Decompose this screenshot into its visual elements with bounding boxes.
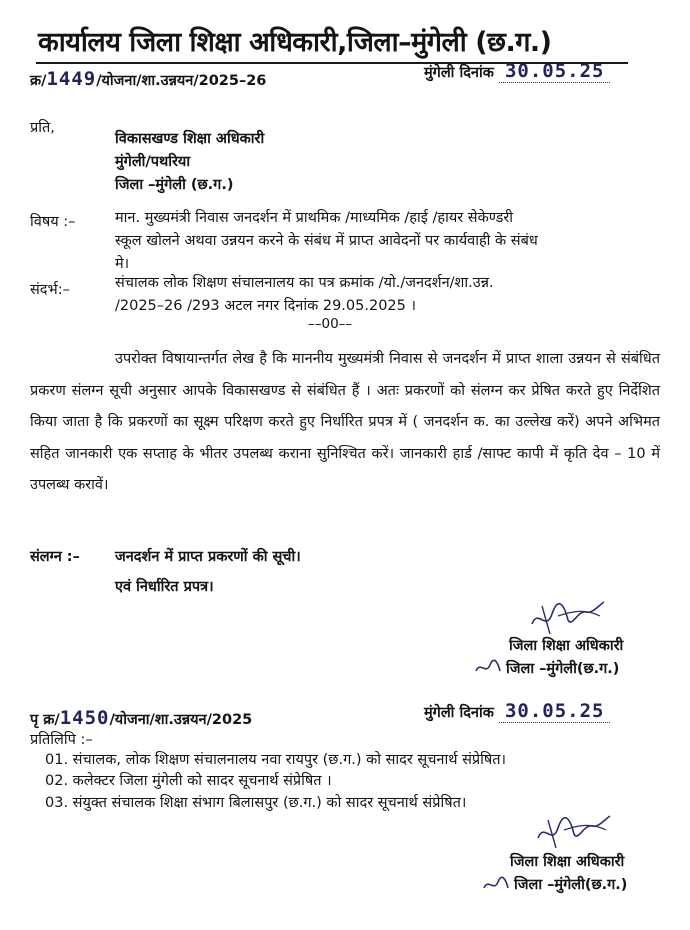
reference-label: संदर्भ:– bbox=[30, 282, 70, 298]
letter-ref-line bbox=[30, 68, 266, 90]
reference-line-1: संचालक लोक शिक्षण संचालनालय का पत्र क्रमांक /यो./जनदर्शन/शा.उन्न. bbox=[115, 275, 494, 291]
copy-ref-suffix: /योजना/शा.उन्नयन/2025 bbox=[109, 712, 253, 728]
subject-line-3: मे। bbox=[115, 256, 130, 272]
ref-prefix: क्र/ bbox=[30, 73, 47, 89]
enclosure-label: संलग्न :– bbox=[30, 549, 80, 565]
separator: ––00–– bbox=[308, 316, 353, 332]
copy-item-2: 02. कलेक्टर जिला मुंगेली को सादर सूचनार्थ संप्रेषित । bbox=[45, 773, 332, 789]
signature-1-place: जिला –मुंगेली(छ.ग.) bbox=[506, 661, 620, 677]
signature-2-place: जिला –मुंगेली(छ.ग.) bbox=[514, 877, 628, 893]
signature-1-scribble bbox=[528, 598, 608, 638]
subject-label: विषय :– bbox=[30, 214, 76, 230]
subject-line-2: स्कूल खोलने अथवा उन्नयन करने के संबंध में प्राप्त आवेदनों पर कार्यवाही के संबंध bbox=[115, 233, 538, 249]
copy-ref-prefix: पृ क्र/ bbox=[30, 712, 60, 728]
copy-ref-number-handwritten: 1450 bbox=[59, 707, 110, 729]
reference-line-2: /2025–26 /293 अटल नगर दिनांक 29.05.2025 । bbox=[115, 298, 416, 314]
place-date-label: मुंगेली दिनांक bbox=[424, 65, 494, 81]
body-paragraph: उपरोक्त विषायान्तर्गत लेख है कि माननीय मुख्यमंत्री निवास से जनदर्शन में प्राप्त शाला उन्नयन से संबंधित प्रकरण संलग्न सूची अनुसार आपके विकासखण्ड से संबंधित हैं । अतः प्रकरणों को संलग्न कर प्रेषित करते हुए निर्देशित किया जाता है कि प्रकरणों का सूक्ष्म परिक्षण करते हुए निर्धारित प्रपत्र में ( जनदर्शन क. का उल्लेख करें) अपने अभिमत सहित जानकारी एक सप्ताह के भीतर उपलब्ध कराना सुनिश्चित करें। जानकारी हार्ड /साफ्ट कापी में कृति देव – 10 में उपलब्ध करावें। bbox=[30, 351, 660, 493]
copy-ref-line bbox=[30, 707, 252, 729]
enclosure-line-2: एवं निर्धारित प्रपत्र। bbox=[115, 579, 214, 595]
ref-suffix: /योजना/शा.उन्नयन/2025–26 bbox=[96, 73, 267, 89]
copy-item-3: 03. संयुक्त संचालक शिक्षा संभाग बिलासपुर (छ.ग.) को सादर सूचनार्थ संप्रेषित। bbox=[45, 795, 467, 811]
signature-2-scribble bbox=[534, 812, 614, 852]
copy-date-handwritten: 30.05.25 bbox=[499, 700, 611, 723]
recipient-line-1: विकासखण्ड शिक्षा अधिकारी bbox=[115, 131, 265, 147]
recipient-line-2: मुंगेली/पथरिया bbox=[115, 154, 191, 170]
recipient-line-3: जिला –मुंगेली (छ.ग.) bbox=[115, 177, 234, 193]
copy-date-line bbox=[424, 700, 610, 722]
office-title: कार्यालय जिला शिक्षा अधिकारी,जिला–मुंगेली (छ.ग.) bbox=[38, 27, 552, 58]
letter-date-line bbox=[424, 60, 610, 82]
signature-1-stamp-initial-icon bbox=[474, 659, 502, 681]
signature-2-stamp-initial-icon bbox=[482, 876, 510, 898]
to-label: प्रति, bbox=[30, 120, 55, 136]
copy-place-date-label: मुंगेली दिनांक bbox=[424, 705, 494, 721]
signature-2-title: जिला शिक्षा अधिकारी bbox=[510, 854, 625, 870]
enclosure-line-1: जनदर्शन में प्राप्त प्रकरणों की सूची। bbox=[115, 549, 301, 565]
copy-item-1: 01. संचालक, लोक शिक्षण संचालनालय नवा रायपुर (छ.ग.) को सादर सूचनार्थ संप्रेषित। bbox=[45, 752, 507, 768]
ref-number-handwritten: 1449 bbox=[46, 68, 97, 90]
copy-label: प्रतिलिपि :– bbox=[30, 732, 93, 748]
signature-1-title: जिला शिक्षा अधिकारी bbox=[509, 638, 624, 654]
subject-line-1: मान. मुख्यमंत्री निवास जनदर्शन में प्राथमिक /माध्यमिक /हाई /हायर सेकेण्डरी bbox=[115, 210, 514, 226]
date-handwritten: 30.05.25 bbox=[499, 60, 611, 83]
